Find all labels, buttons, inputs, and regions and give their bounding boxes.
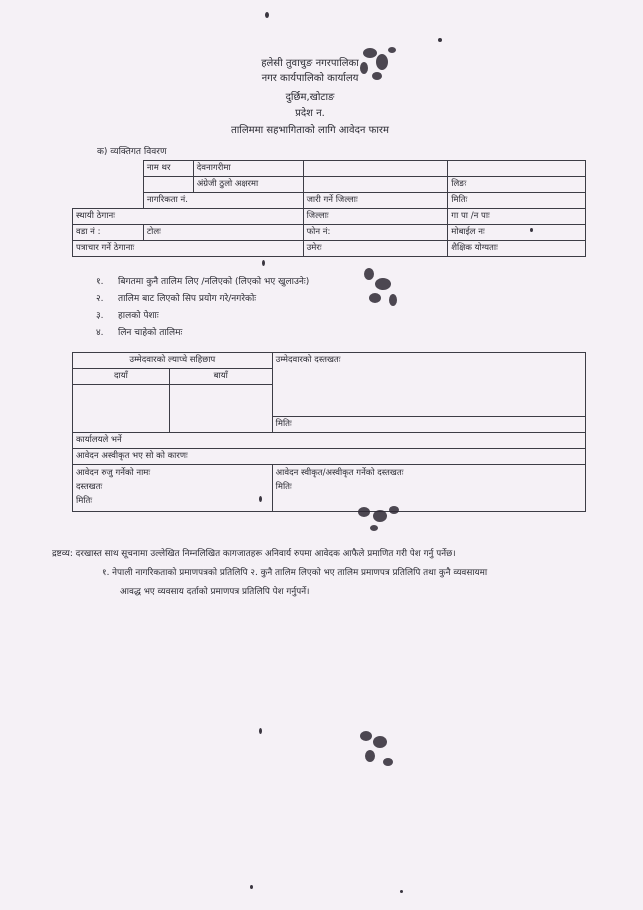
right-thumb-label: बायाँ bbox=[169, 369, 272, 385]
candidate-date-label[interactable]: मितिः bbox=[272, 417, 585, 433]
name-devanagari-field[interactable] bbox=[303, 161, 448, 177]
note-section bbox=[52, 545, 596, 602]
speck bbox=[265, 12, 269, 18]
name-blank bbox=[143, 177, 193, 193]
citizenship-label[interactable]: नागरिकता नं. bbox=[143, 193, 303, 209]
municipality-name: हलेसी तुवाचुङ नगरपालिका bbox=[261, 58, 359, 69]
issue-date-label[interactable]: मितिः bbox=[448, 193, 586, 209]
vdc-label[interactable]: गा पा /न पाः bbox=[448, 209, 586, 225]
approver-signature-label: आवेदन स्वीकृत/अस्वीकृत गर्नेको दस्तखतः bbox=[275, 468, 404, 478]
question-2 bbox=[96, 291, 309, 308]
left-thumb-label: दायाँ bbox=[73, 369, 170, 385]
english-label: अंग्रेजी ठुलो अक्षरमा bbox=[193, 177, 303, 193]
name-label: नाम थर bbox=[143, 161, 193, 177]
speck bbox=[250, 885, 253, 889]
question-1-text: बिगतमा कुनै तालिम लिए /नलिएको (लिएको भए खुलाउनेः) bbox=[118, 277, 310, 287]
question-3 bbox=[96, 308, 309, 325]
note-line-3: आवद्ध भए व्यवसाय दर्ताको प्रमाणपत्र प्रतिलिपि पेश गर्नुपर्ने। bbox=[120, 587, 310, 597]
thumbprint-label: उम्मेदवारको ल्याप्चे सहिछाप bbox=[73, 353, 273, 369]
speck bbox=[262, 260, 265, 266]
speck bbox=[438, 38, 442, 42]
rejection-reason-label[interactable]: आवेदन अस्वीकृत भए सो को कारणः bbox=[73, 449, 586, 465]
approver-date-label: मितिः bbox=[275, 482, 292, 492]
correspondence-address-label[interactable]: पत्राचार गर्ने ठेगानाः bbox=[73, 241, 304, 257]
note-line-1: द्रष्टव्य: दरखास्त साथ सूचनामा उल्लेखित निम्नलिखित कागजातहरू अनिवार्य रुपमा आवेदक आफैले प्रमाणित गरी पेश गर्नु पर्नेछ। bbox=[52, 549, 456, 559]
registrar-date-label: मितिः bbox=[76, 496, 93, 506]
registrar-signature-label: दस्तखतः bbox=[76, 482, 103, 492]
question-3-text: हालको पेशाः bbox=[118, 311, 159, 321]
mobile-label[interactable]: मोबाईल नः bbox=[448, 225, 586, 241]
section-personal-details: क) व्यक्तिगत विवरण bbox=[97, 147, 167, 157]
candidate-signature-label[interactable]: उम्मेदवारको दस्तखतः bbox=[272, 353, 585, 417]
name-devanagari-field-2[interactable] bbox=[448, 161, 586, 177]
question-1-number: १. bbox=[96, 277, 104, 287]
gender-label[interactable]: लिङः bbox=[448, 177, 586, 193]
ink-stamp-mark bbox=[352, 38, 412, 88]
tole-label[interactable]: टोलः bbox=[143, 225, 303, 241]
speck bbox=[530, 228, 533, 232]
question-1 bbox=[96, 274, 309, 291]
speck bbox=[259, 496, 262, 502]
age-label[interactable]: उमेरः bbox=[303, 241, 448, 257]
question-list bbox=[96, 274, 309, 342]
registrar-name-label: आवेदन रुजु गर्नेको नामः bbox=[76, 468, 151, 478]
ward-label[interactable]: वडा नं : bbox=[73, 225, 144, 241]
personal-details-table bbox=[72, 160, 586, 257]
ink-stamp-mark bbox=[352, 722, 407, 777]
phone-label[interactable]: फोन नं: bbox=[303, 225, 448, 241]
question-3-number: ३. bbox=[96, 311, 104, 321]
district-label[interactable]: जिल्लाः bbox=[303, 209, 448, 225]
devanagari-label: देवनागरीमा bbox=[193, 161, 303, 177]
permanent-address-label[interactable]: स्थायी ठेगानः bbox=[73, 209, 304, 225]
education-label[interactable]: शैक्षिक योग्यताः bbox=[448, 241, 586, 257]
speck bbox=[259, 728, 262, 734]
note-line-2: १. नेपाली नागरिकताको प्रमाणपत्रको प्रतिलिपि २. कुनै तालिम लिएको भए तालिम प्रमाणपत्र प्रतिलिपि तथा कुनै व्यवसायमा bbox=[102, 568, 488, 578]
registrar-cell[interactable] bbox=[73, 465, 273, 512]
question-2-number: २. bbox=[96, 294, 104, 304]
province: प्रदेश न. bbox=[295, 108, 325, 119]
issue-district-label[interactable]: जारी गर्ने जिल्लाः bbox=[303, 193, 448, 209]
speck bbox=[400, 890, 403, 893]
right-thumb-box[interactable] bbox=[169, 385, 272, 433]
question-4 bbox=[96, 325, 309, 342]
form-title: तालिममा सहभागिताको लागि आवेदन फारम bbox=[231, 125, 389, 136]
office-use-label: कार्यालयले भर्ने bbox=[73, 433, 586, 449]
left-thumb-box[interactable] bbox=[73, 385, 170, 433]
question-2-text: तालिम बाट लिएको सिप प्रयोग गरे/नगरेकोः bbox=[118, 294, 257, 304]
ink-stamp-mark bbox=[352, 498, 412, 538]
office-location: दुर्छिम,खोटाङ bbox=[285, 92, 335, 103]
office-name: नगर कार्यपालिको कार्यालय bbox=[261, 73, 359, 84]
approver-cell[interactable] bbox=[272, 465, 585, 512]
question-4-text: लिन चाहेको तालिमः bbox=[118, 328, 183, 338]
name-english-field[interactable] bbox=[303, 177, 448, 193]
ink-stamp-mark bbox=[355, 262, 410, 317]
question-4-number: ४. bbox=[96, 328, 104, 338]
signature-table bbox=[72, 352, 586, 512]
